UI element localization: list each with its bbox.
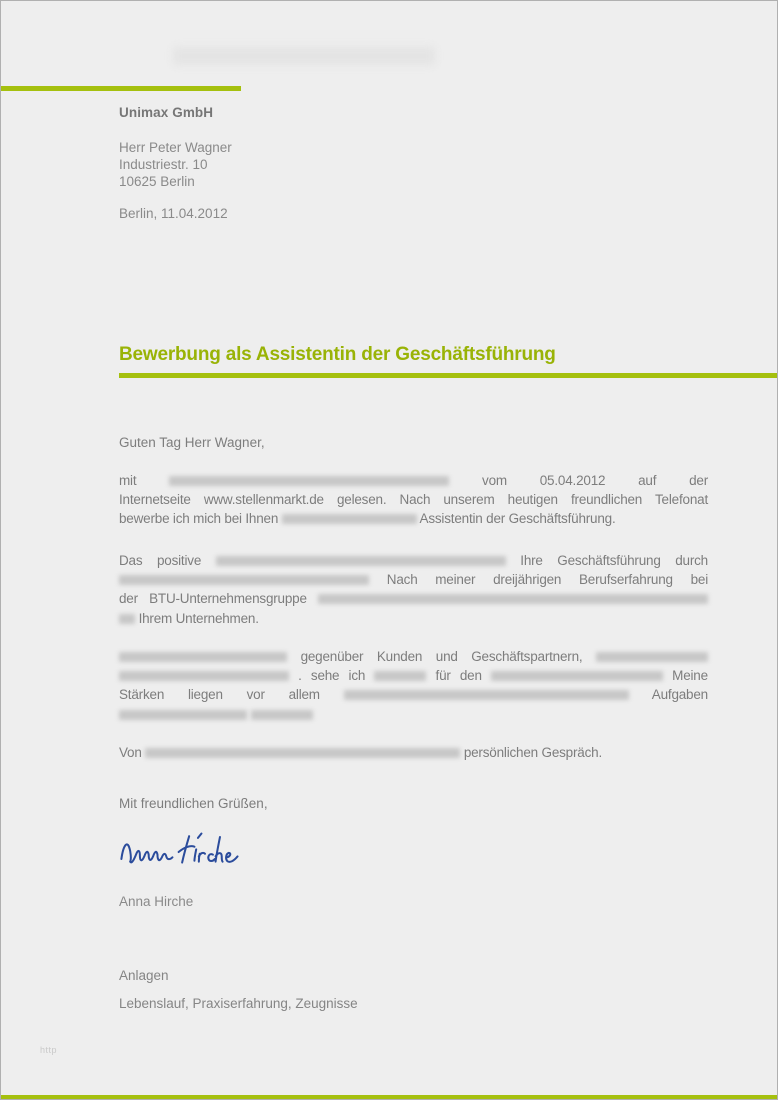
paragraph (119, 647, 708, 724)
paragraph (119, 743, 708, 762)
paragraph-text: Von (119, 745, 142, 760)
dateline: Berlin, 11.04.2012 (119, 206, 228, 221)
salutation: Guten Tag Herr Wagner, (119, 435, 265, 450)
paragraph-text: für den (435, 668, 482, 684)
paragraph-line (119, 705, 708, 724)
bottom-accent-line (1, 1095, 778, 1100)
paragraph-text: gegenüber Kunden und Geschäftspartnern, (300, 649, 583, 664)
paragraph-line (119, 509, 708, 528)
blurred-text (318, 594, 708, 604)
enclosures-label: Anlagen (119, 968, 169, 983)
blurred-text (119, 575, 369, 585)
paragraph-text: Aufgaben (651, 687, 708, 703)
paragraph-text: persönlichen Gespräch. (463, 745, 602, 760)
paragraph-text: Stärken liegen vor allem (119, 687, 320, 703)
blurred-text (216, 556, 506, 566)
paragraph-line (119, 609, 708, 628)
paragraph-text: Internetseite www.stellenmarkt.de gelesen. Nach unserem heutigen freundlichen Telefonat (119, 492, 708, 508)
paragraph-text: bewerbe ich mich bei Ihnen (119, 511, 279, 527)
sender-name: Anna Hirche (119, 894, 194, 909)
paragraph-line (119, 685, 708, 704)
blurred-text (344, 690, 629, 700)
paragraph-text: . sehe ich (298, 668, 366, 684)
paragraph-line (119, 647, 708, 666)
paragraph (119, 551, 708, 628)
recipient-street: Industriestr. 10 (119, 157, 208, 172)
paragraph-text: Das positive (119, 553, 202, 568)
recipient-address-block (119, 105, 232, 189)
paragraph-text: Nach meiner dreijährigen Berufserfahrung bei (386, 572, 708, 588)
paragraph-line (119, 551, 708, 570)
blurred-text (282, 514, 417, 524)
subject-line: Bewerbung als Assistentin der Geschäftsführung (119, 344, 556, 365)
paragraph-line (119, 666, 708, 685)
paragraph-text: Meine (672, 668, 708, 684)
blurred-text (119, 614, 135, 624)
recipient-address (119, 139, 232, 190)
enclosures-list: Lebenslauf, Praxiserfahrung, Zeugnisse (119, 996, 358, 1011)
paragraph-text: Assistentin der Geschäftsführung. (419, 511, 616, 527)
top-accent-line (1, 86, 241, 91)
blurred-text (491, 671, 663, 681)
paragraph-line (119, 490, 708, 509)
blurred-text (145, 748, 460, 758)
blurred-text (596, 652, 708, 662)
blurred-text (169, 476, 449, 486)
recipient-city: 10625 Berlin (119, 174, 195, 189)
subject-underline (119, 373, 778, 378)
blurred-text (374, 671, 426, 681)
handwritten-signature (117, 830, 249, 879)
blurred-header-text (173, 47, 435, 65)
recipient-name: Herr Peter Wagner (119, 140, 232, 155)
paragraph-text: mit (119, 473, 137, 488)
blurred-text (119, 652, 287, 662)
paragraph-line (119, 743, 708, 762)
paragraph-text: der BTU-Unternehmensgruppe (119, 591, 307, 607)
paragraph-line (119, 471, 708, 490)
blurred-text (119, 671, 289, 681)
paragraph (119, 471, 708, 529)
paragraph-text: Ihre Geschäftsführung durch (520, 553, 708, 568)
recipient-company: Unimax GmbH (119, 105, 214, 120)
paragraph-line (119, 570, 708, 589)
watermark-text: http (40, 1045, 58, 1055)
blurred-text (119, 710, 247, 720)
blurred-text (251, 710, 313, 720)
paragraph-text: vom 05.04.2012 auf der (482, 473, 708, 488)
paragraph-text: Ihrem Unternehmen. (138, 610, 259, 626)
closing-line: Mit freundlichen Grüßen, (119, 796, 268, 811)
paragraph-line (119, 589, 708, 608)
